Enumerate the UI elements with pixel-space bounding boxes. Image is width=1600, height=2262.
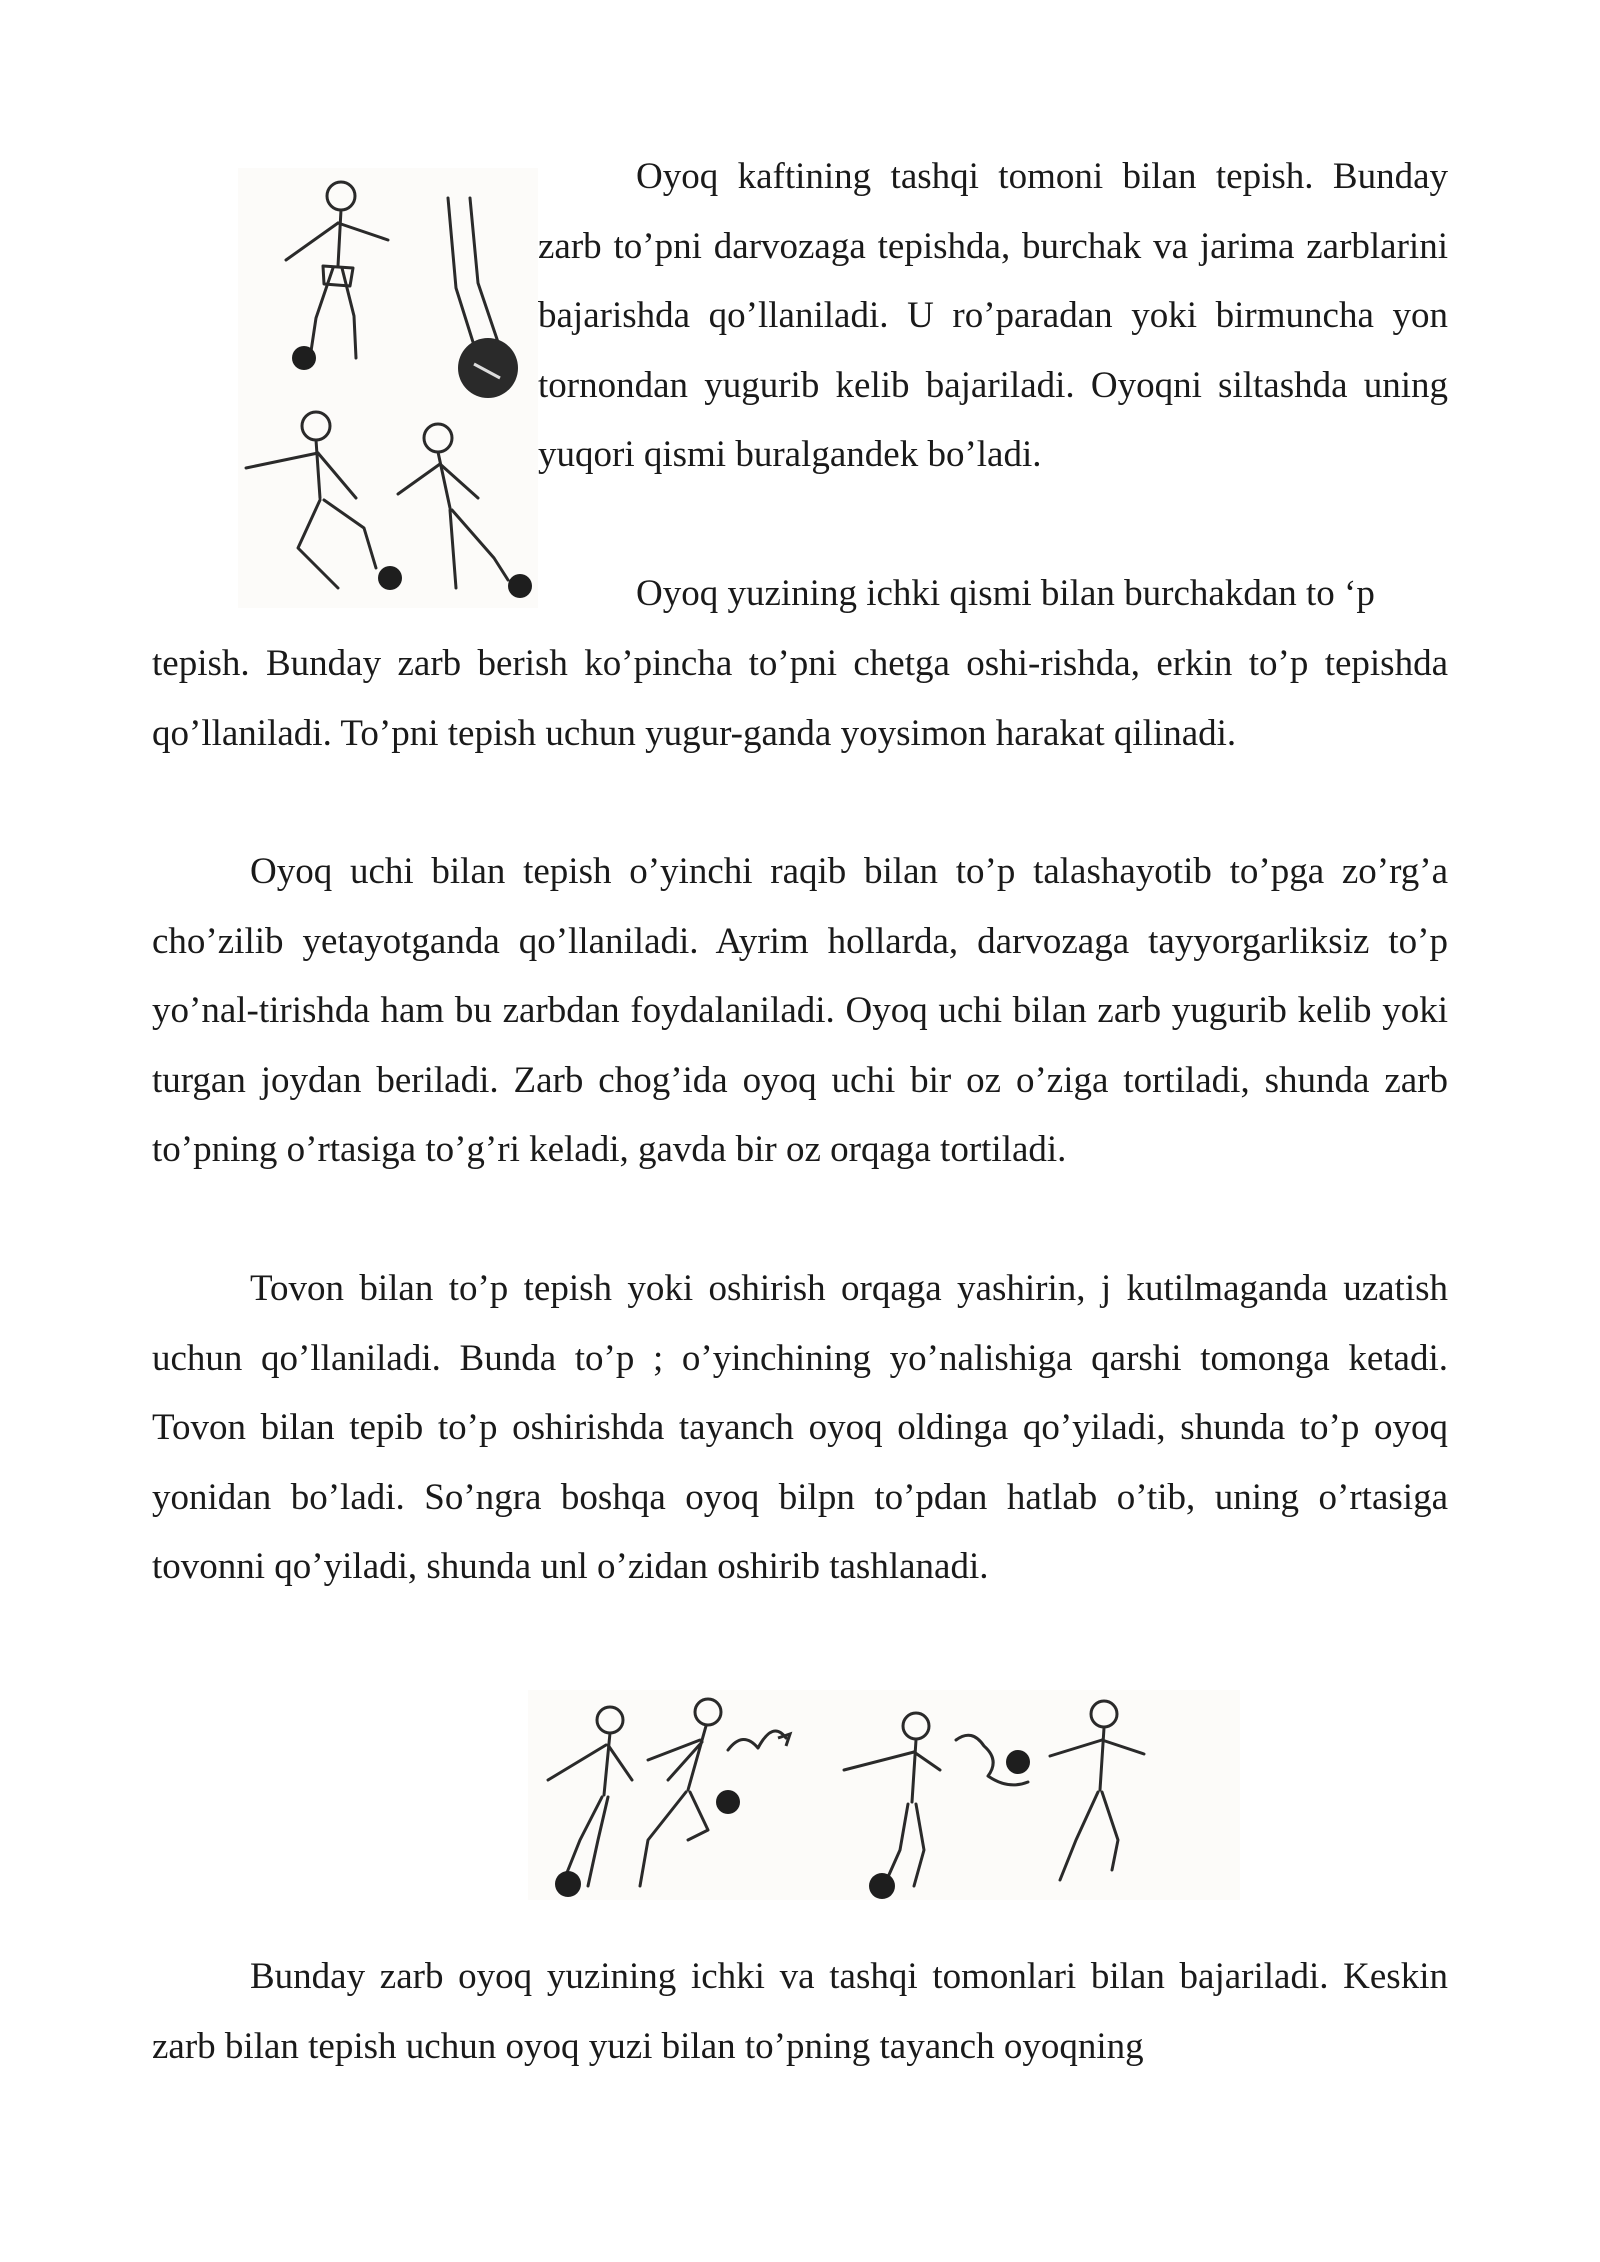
footballer-kick-icon xyxy=(238,168,538,608)
kick-illustration-top xyxy=(238,168,538,608)
paragraph-outer-kick: Oyoq kaftining tashqi tomoni bilan tepish. Bunday zarb to’pni darvozaga tepishda, burchak va jarima zarblarini bajarishda qo’llaniladi. U ro’paradan yoki birmuncha yon tornondan yugurib kelib bajariladi. Oyoqni siltashda uning yuqori qismi buralgandek bo’ladi. xyxy=(538,156,1448,475)
paragraph-inner-outer-kick: Bunday zarb oyoq yuzining ichki va tashqi tomonlari bilan bajariladi. Keskin zarb bilan tepish uchun oyoq yuzi bilan to’pning tayanch oyoqning xyxy=(152,1956,1448,2067)
paragraph-toe-kick: Oyoq uchi bilan tepish o’yinchi raqib bilan to’p talashayotib to’pga zo’rg’a cho’zilib yetayotganda qo’llaniladi. Ayrim hollarda, darvozaga tayyorgarliksiz to’p yo’nal-tirishda ham bu zarbdan foydalaniladi. Oyoq uchi bilan zarb yugurib kelib yoki turgan joydan beriladi. Zarb chog’ida oyoq uchi bir oz o’ziga tortiladi, shunda zarb to’pning o’rtasiga to’g’ri keladi, gavda bir oz orqaga tortiladi. xyxy=(152,851,1448,1170)
heel-kick-illustration xyxy=(528,1690,1240,1900)
paragraph-inner-kick: tepish. Bunday zarb berish ko’pincha to’pni chetga oshi-rishda, erkin to’p tepishda qo’llaniladi. To’pni tepish uchun yugur-ganda yoysimon harakat qilinadi. xyxy=(152,643,1448,754)
paragraph-heel-kick: Tovon bilan to’p tepish yoki oshirish orqaga yashirin, j kutilmaganda uzatish uchun qo’llaniladi. Bunda to’p ; o’yinchining yo’nalishiga qarshi tomonga ketadi. Tovon bilan tepib to’p oshirishda tayanch oyoq oldinga qo’yiladi, shunda to’p oyoq yonidan bo’ladi. So’ngra boshqa oyoq bilpn to’pdan hatlab o’tib, uning o’rtasiga tovonni qo’yiladi, shunda unl o’zidan oshirib tashlanadi. xyxy=(152,1268,1448,1587)
footballer-heel-kick-icon xyxy=(528,1690,1240,1900)
paragraph-inner-kick-start: Oyoq yuzining ichki qismi bilan burchakdan to ‘p xyxy=(636,573,1375,614)
